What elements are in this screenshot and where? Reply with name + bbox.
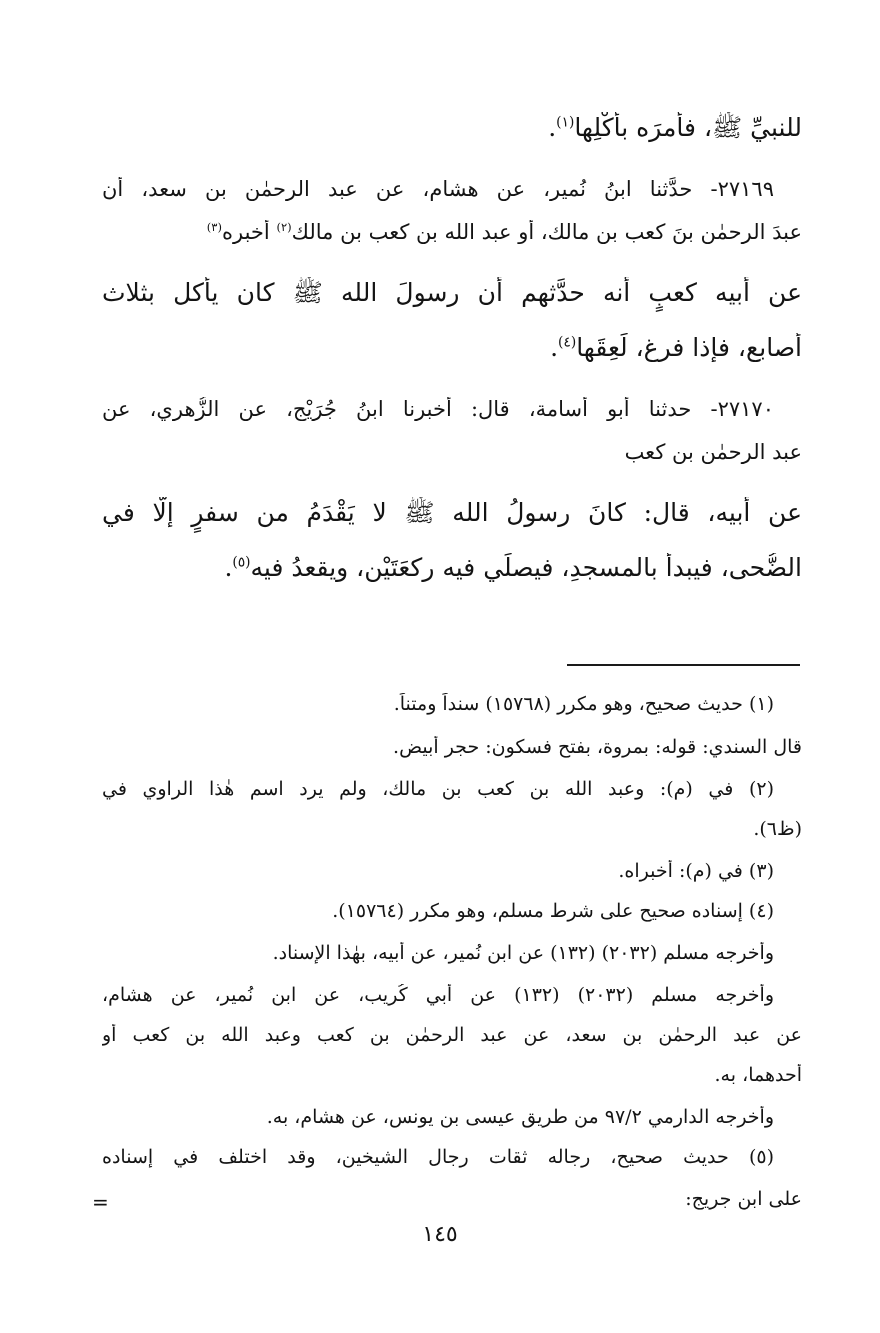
footnote-1-continuation: قال السندي: قوله: بمروة، بفتح فسكون: حجر أبيض. <box>393 736 802 758</box>
matn-27170-line-2: الضُّحى، فيبدأُ بالمسجدِ، فيصلِّي فيه ركعَتَيْن، ويقعدُ فيه$^{(٥)}$. <box>224 553 802 582</box>
footnote-2-continuation: (ظ٦). <box>753 818 802 840</box>
footnote-4-line-3: وأخرجه مسلم (٢٠٣٢) (١٣٢) عن أبي كُريب، عن ابن نُمير، عن هشام، <box>102 984 774 1006</box>
matn-27169-line-2: أصابع، فإذا فرغ، لَعِقَها$^{(٤)}$. <box>550 333 802 362</box>
footnote-4: (٤) إسناده صحيح على شرط مسلم، وهو مكرر (١٥٧٦٤). <box>332 900 774 922</box>
hadith-27169-line-2: عبدَ الرحمٰن بنَ كعب بن مالك، أو عبد الله بن كعب بن مالك$^{(٢)}$ أخبره$^{(٣)}$ <box>206 220 802 244</box>
footnote-1: (١) حديث صحيح، وهو مكرر (١٥٧٦٨) سنداً ومتناً. <box>393 693 774 715</box>
footnote-4-line-4: عن عبد الرحمٰن بن سعد، عن عبد الرحمٰن بن كعب وعبد الله بن كعب أو <box>102 1024 802 1046</box>
continuation-mark: = <box>92 1190 109 1214</box>
hadith-27170-line-2: عبد الرحمٰن بن كعب <box>624 440 802 464</box>
footnote-ref-5[interactable]: (٥) <box>232 554 251 571</box>
footnote-5: (٥) حديث صحيح، رجاله ثقات رجال الشيخين، وقد اختلف في إسناده <box>102 1146 774 1168</box>
footnote-ref-2[interactable]: (٢) <box>276 220 292 234</box>
footnote-4-line-2: وأخرجه مسلم (٢٠٣٢) (١٣٢) عن ابن نُمير، عن أبيه، بهٰذا الإسناد. <box>272 942 774 964</box>
footnote-ref-3[interactable]: (٣) <box>206 220 222 234</box>
footnote-3: (٣) في (م): أخبراه. <box>618 860 774 882</box>
footnote-separator <box>567 664 800 666</box>
hadith-27169-line-1: ٢٧١٦٩- حدَّثنا ابنُ نُمير، عن هشام، عن عبد الرحمٰن بن سعد، أن <box>102 177 774 201</box>
page-number: ١٤٥ <box>422 1222 458 1247</box>
hadith-27170-line-1: ٢٧١٧٠- حدثنا أبو أسامة، قال: أخبرنا ابنُ جُرَيْج، عن الزُّهري، عن <box>102 397 774 421</box>
footnote-5-continuation: على ابن جريج: <box>685 1188 802 1210</box>
footnote-ref-1[interactable]: (١) <box>556 114 575 131</box>
text-line-1: للنبيِّ ﷺ، فأمرَه بأَكْلِها$^{(١)}$. <box>548 113 802 142</box>
matn-27169-line-1: عن أبيه كعبٍ أنه حدَّثهم أن رسولَ الله ﷺ كان يأكل بثلاث <box>102 278 802 307</box>
footnote-4-line-6: وأخرجه الدارمي ٢/‏٩٧ من طريق عيسى بن يونس، عن هشام، به. <box>266 1106 774 1128</box>
matn-27170-line-1: عن أبيه، قال: كانَ رسولُ الله ﷺ لا يَقْدَمُ من سفرٍ إلَّا في <box>102 498 802 527</box>
footnote-2: (٢) في (م): وعبد الله بن كعب بن مالك، ولم يرد اسم هٰذا الراوي في <box>102 778 774 800</box>
footnote-ref-4[interactable]: (٤) <box>558 334 577 351</box>
footnote-4-line-5: أحدهما، به. <box>714 1064 802 1086</box>
